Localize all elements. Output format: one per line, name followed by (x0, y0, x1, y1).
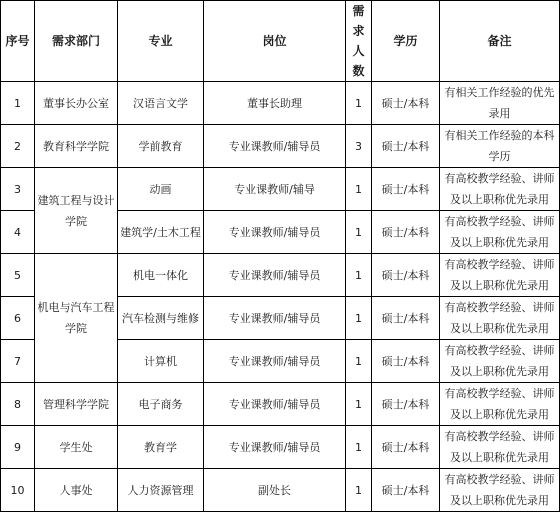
education-cell: 硕士/本科 (372, 82, 440, 125)
count-cell: 1 (346, 469, 372, 512)
dept-cell: 董事长办公室 (35, 82, 118, 125)
major-cell: 动画 (118, 168, 204, 211)
position-cell: 董事长助理 (204, 82, 346, 125)
dept-cell: 管理科学学院 (35, 383, 118, 426)
row-index: 5 (1, 254, 35, 297)
major-cell: 电子商务 (118, 383, 204, 426)
remarks-cell: 有相关工作经验的优先录用 (440, 82, 560, 125)
position-cell: 专业课教师/辅导员 (204, 254, 346, 297)
table-row (1, 426, 560, 469)
remarks-cell: 有高校教学经验、讲师及以上职称优先录用 (440, 168, 560, 211)
count-cell: 1 (346, 82, 372, 125)
row-index: 3 (1, 168, 35, 211)
position-cell: 专业课教师/辅导员 (204, 426, 346, 469)
row-index: 4 (1, 211, 35, 254)
count-cell: 1 (346, 211, 372, 254)
row-index: 7 (1, 340, 35, 383)
table-row (1, 254, 560, 297)
major-cell: 汽车检测与维修 (118, 297, 204, 340)
position-cell: 专业课教师/辅导员 (204, 340, 346, 383)
dept-cell: 建筑工程与设计学院 (35, 168, 118, 254)
header-major: 专业 (118, 1, 204, 82)
major-cell: 人力资源管理 (118, 469, 204, 512)
header-row (1, 1, 560, 82)
table-row (1, 168, 560, 211)
count-cell: 1 (346, 254, 372, 297)
education-cell: 硕士/本科 (372, 297, 440, 340)
count-cell: 3 (346, 125, 372, 168)
major-cell: 计算机 (118, 340, 204, 383)
remarks-cell: 有高校教学经验、讲师及以上职称优先录用 (440, 469, 560, 512)
position-cell: 副处长 (204, 469, 346, 512)
row-index: 1 (1, 82, 35, 125)
dept-cell: 机电与汽车工程学院 (35, 254, 118, 383)
major-cell: 教育学 (118, 426, 204, 469)
remarks-cell: 有高校教学经验、讲师及以上职称优先录用 (440, 383, 560, 426)
education-cell: 硕士/本科 (372, 254, 440, 297)
dept-cell: 人事处 (35, 469, 118, 512)
header-index: 序号 (1, 1, 35, 82)
remarks-cell: 有高校教学经验、讲师及以上职称优先录用 (440, 254, 560, 297)
education-cell: 硕士/本科 (372, 125, 440, 168)
count-cell: 1 (346, 340, 372, 383)
header-education: 学历 (372, 1, 440, 82)
count-cell: 1 (346, 426, 372, 469)
position-cell: 专业课教师/辅导员 (204, 125, 346, 168)
dept-cell: 学生处 (35, 426, 118, 469)
row-index: 9 (1, 426, 35, 469)
header-demand-dept: 需求部门 (35, 1, 118, 82)
remarks-cell: 有高校教学经验、讲师及以上职称优先录用 (440, 426, 560, 469)
header-remarks: 备注 (440, 1, 560, 82)
major-cell: 建筑学/土木工程 (118, 211, 204, 254)
row-index: 6 (1, 297, 35, 340)
education-cell: 硕士/本科 (372, 426, 440, 469)
position-cell: 专业课教师/辅导员 (204, 211, 346, 254)
education-cell: 硕士/本科 (372, 211, 440, 254)
dept-cell: 教育科学学院 (35, 125, 118, 168)
remarks-cell: 有高校教学经验、讲师及以上职称优先录用 (440, 297, 560, 340)
education-cell: 硕士/本科 (372, 469, 440, 512)
major-cell: 学前教育 (118, 125, 204, 168)
position-cell: 专业课教师/辅导员 (204, 383, 346, 426)
row-index: 8 (1, 383, 35, 426)
header-count: 需求人数 (346, 1, 372, 82)
count-cell: 1 (346, 168, 372, 211)
position-cell: 专业课教师/辅导 (204, 168, 346, 211)
row-index: 2 (1, 125, 35, 168)
remarks-cell: 有高校教学经验、讲师及以上职称优先录用 (440, 211, 560, 254)
count-cell: 1 (346, 297, 372, 340)
education-cell: 硕士/本科 (372, 340, 440, 383)
table-row (1, 82, 560, 125)
table-row (1, 383, 560, 426)
row-index: 10 (1, 469, 35, 512)
table-row (1, 469, 560, 512)
table-row (1, 125, 560, 168)
education-cell: 硕士/本科 (372, 383, 440, 426)
major-cell: 机电一体化 (118, 254, 204, 297)
education-cell: 硕士/本科 (372, 168, 440, 211)
count-cell: 1 (346, 383, 372, 426)
header-position: 岗位 (204, 1, 346, 82)
position-cell: 专业课教师/辅导员 (204, 297, 346, 340)
major-cell: 汉语言文学 (118, 82, 204, 125)
remarks-cell: 有高校教学经验、讲师及以上职称优先录用 (440, 340, 560, 383)
remarks-cell: 有相关工作经验的本科学历 (440, 125, 560, 168)
